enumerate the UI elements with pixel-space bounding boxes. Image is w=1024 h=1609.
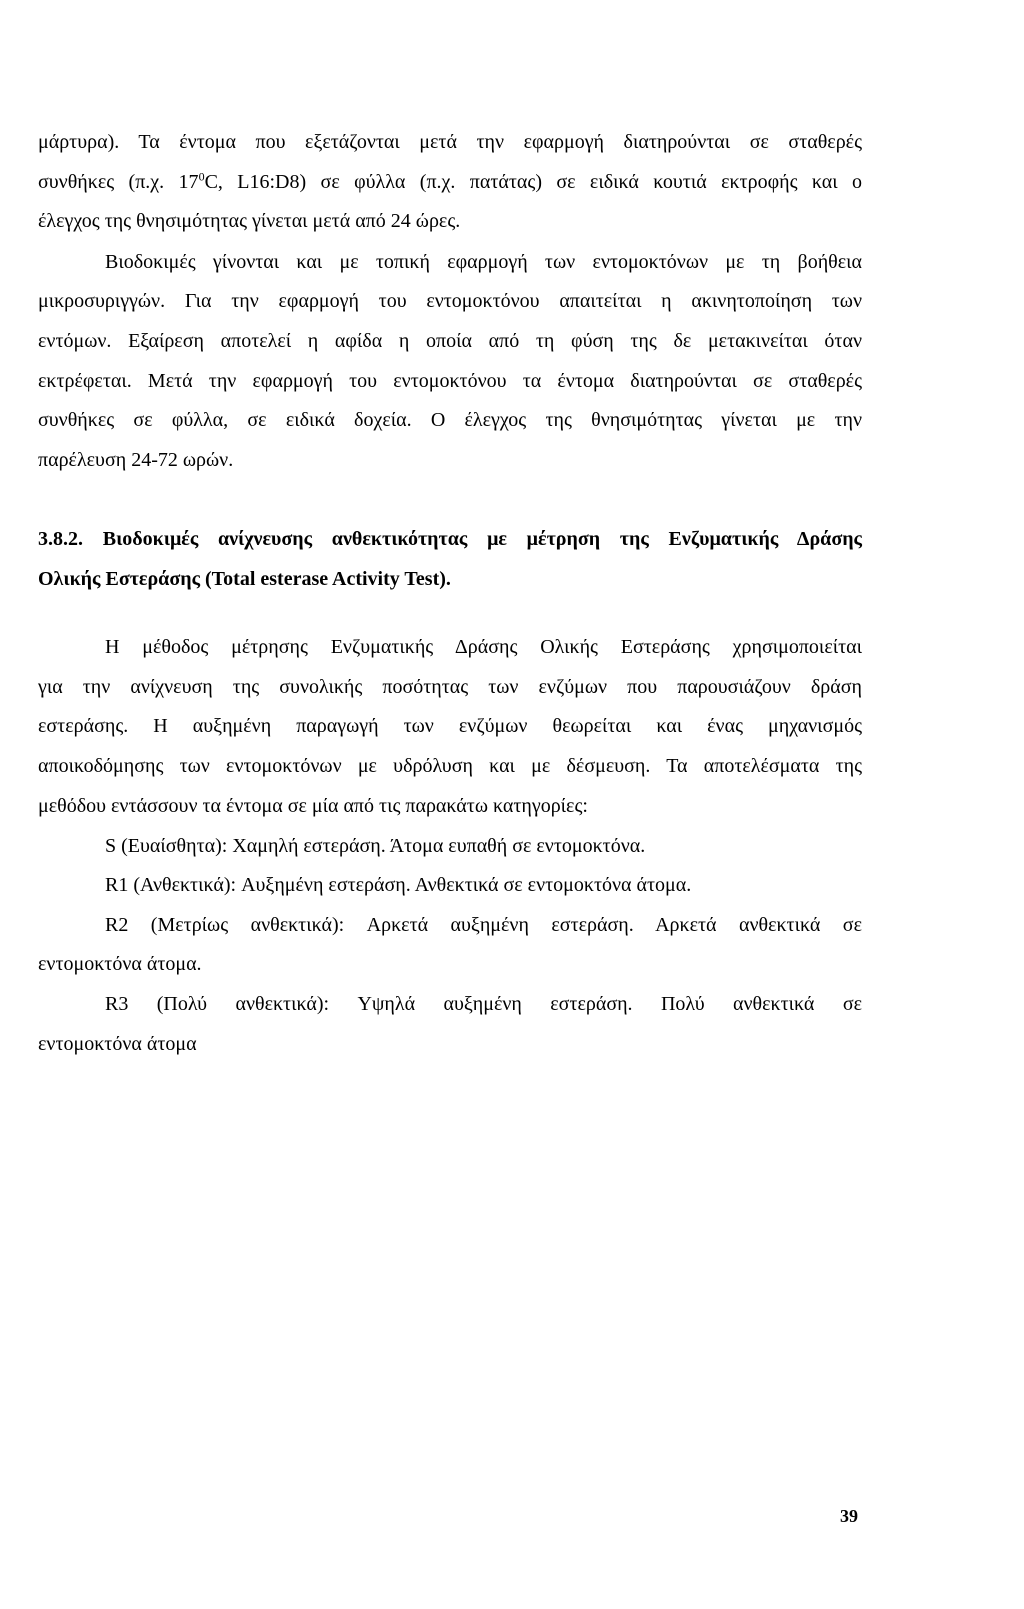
paragraph-line: εντόμων. Εξαίρεση αποτελεί η αφίδα η οποία από τη φύση της δε μετακινείται όταν [38, 330, 862, 352]
paragraph-line: μικροσυριγγών. Για την εφαρμογή του εντομοκτόνου απαιτείται η ακινητοποίηση των [38, 290, 862, 312]
superscript: 0 [198, 169, 205, 184]
category-item-r1: R1 (Ανθεκτικά): Αυξημένη εστεράση. Ανθεκτικά σε εντομοκτόνα άτομα. [105, 874, 692, 896]
paragraph-line: μεθόδου εντάσσουν τα έντομα σε μία από τις παρακάτω κατηγορίες: [38, 795, 588, 817]
paragraph-line [38, 170, 862, 194]
paragraph-line: για την ανίχνευση της συνολικής ποσότητας των ενζύμων που παρουσιάζουν δράση [38, 676, 862, 698]
text-span: C, L16:D8) σε φύλλα (π.χ. πατάτας) σε ειδικά κουτιά εκτροφής και ο [204, 171, 863, 193]
paragraph-line: Βιοδοκιμές γίνονται και με τοπική εφαρμογή των εντομοκτόνων με τη βοήθεια [105, 251, 862, 273]
category-item-r2: R2 (Μετρίως ανθεκτικά): Αρκετά αυξημένη εστεράση. Αρκετά ανθεκτικά σε [105, 914, 862, 936]
paragraph-line: έλεγχος της θνησιμότητας γίνεται μετά από 24 ώρες. [38, 210, 461, 232]
section-heading: 3.8.2. Βιοδοκιμές ανίχνευσης ανθεκτικότητας με μέτρηση της Ενζυματικής Δράσης [38, 528, 862, 550]
category-item-r2-continued: εντομοκτόνα άτομα. [38, 953, 202, 975]
section-heading: Ολικής Εστεράσης (Total esterase Activity Test). [38, 568, 451, 590]
category-item-r3: R3 (Πολύ ανθεκτικά): Υψηλά αυξημένη εστεράση. Πολύ ανθεκτικά σε [105, 993, 862, 1015]
paragraph-line: Η μέθοδος μέτρησης Ενζυματικής Δράσης Ολικής Εστεράσης χρησιμοποιείται [105, 636, 862, 658]
page-number: 39 [840, 1506, 858, 1526]
paragraph-line: συνθήκες σε φύλλα, σε ειδικά δοχεία. Ο έλεγχος της θνησιμότητας γίνεται με την [38, 409, 862, 431]
category-item-s: S (Ευαίσθητα): Χαμηλή εστεράση. Άτομα ευπαθή σε εντομοκτόνα. [105, 835, 646, 857]
paragraph-line: παρέλευση 24-72 ωρών. [38, 449, 234, 471]
paragraph-line: αποικοδόμησης των εντομοκτόνων με υδρόλυση και με δέσμευση. Τα αποτελέσματα της [38, 755, 862, 777]
text-span: συνθήκες (π.χ. 17 [38, 171, 199, 193]
paragraph-line: εκτρέφεται. Μετά την εφαρμογή του εντομοκτόνου τα έντομα διατηρούνται σε σταθερές [38, 370, 862, 392]
paragraph-line: μάρτυρα). Τα έντομα που εξετάζονται μετά την εφαρμογή διατηρούνται σε σταθερές [38, 131, 862, 153]
category-item-r3-continued: εντομοκτόνα άτομα [38, 1033, 197, 1055]
paragraph-line: εστεράσης. Η αυξημένη παραγωγή των ενζύμων θεωρείται και ένας μηχανισμός [38, 715, 862, 737]
